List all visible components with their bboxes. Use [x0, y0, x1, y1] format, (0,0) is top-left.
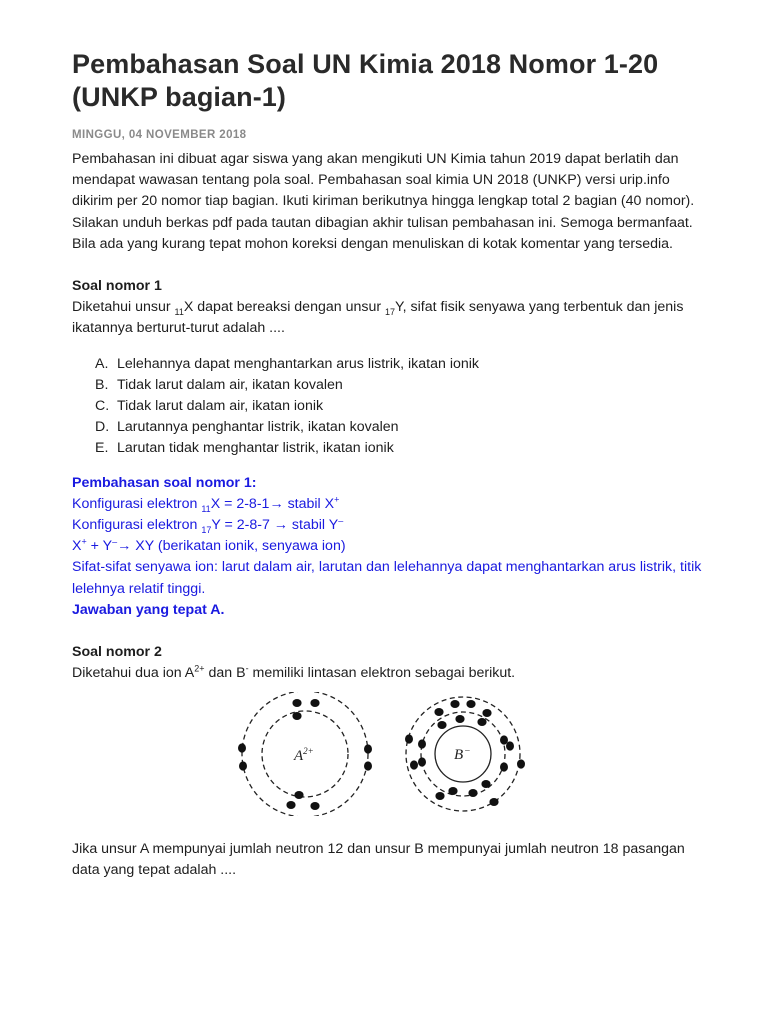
electron-shell-diagram [226, 692, 556, 816]
electron [448, 787, 457, 795]
intro-paragraph: Pembahasan ini dibuat agar siswa yang akan mengikuti UN Kimia tahun 2019 dapat berlatih dan mendapat wawasan tentang pola soal. Pembahasan soal kimia UN 2018 (UNKP) versi urip.info dikirim per 20 nomor tiap bagian. Ikuti kiriman berikutnya hingga lengkap total 2 bagian (40 nomor). Silakan unduh berkas pdf pada tautan dibagian akhir tulisan pembahasan ini. Semoga bermanfaat. Bila ada yang kurang tepat mohon koreksi dengan menuliskan di kotak komentar yang tersedia. [72, 151, 695, 252]
electron [238, 743, 246, 752]
solution-1 [72, 473, 702, 621]
electron [292, 712, 301, 720]
solution-line: Konfigurasi elektron $_{17}$Y = 2-8-7 → stabil Y– [72, 515, 344, 535]
electron [294, 791, 303, 799]
question-1-options [72, 354, 702, 460]
option-a: A. Lelehannya dapat menghantarkan arus listrik, ikatan ionik [95, 355, 480, 372]
electron [481, 780, 490, 788]
solution-1-answer: Jawaban yang tepat A. [72, 601, 225, 618]
solution-1-heading: Pembahasan soal nomor 1: [72, 474, 257, 491]
electron [450, 700, 459, 708]
post-date: MINGGU, 04 NOVEMBER 2018 [72, 129, 247, 141]
electron [364, 744, 372, 753]
page-title: Pembahasan Soal UN Kimia 2018 Nomor 1-20 (UNKP bagian-1) [72, 49, 659, 112]
atom-b-label: B – [454, 745, 470, 763]
question-2-stem: Diketahui dua ion $A^{2+}$ dan B- memiliki lintasan elektron sebagai berikut. [72, 663, 516, 682]
electron [500, 762, 508, 771]
electron [410, 760, 418, 769]
question-1-stem: Diketahui unsur $_{11}$X dapat bereaksi dengan unsur $_{17}$Y, sifat fisik senyawa yang terbentuk dan jenis ikatannya berturut-turut adalah .... [72, 299, 684, 337]
option-b: B. Tidak larut dalam air, ikatan kovalen [95, 376, 343, 393]
solution-line: Konfigurasi elektron $_{11}$X = 2-8-1→ stabil X+ [72, 494, 340, 514]
atom-a-label: $A^{2+}$ [294, 746, 314, 764]
electron [239, 761, 247, 770]
electron [489, 798, 498, 806]
electron [455, 715, 464, 723]
electron [466, 700, 475, 708]
electron [418, 757, 426, 766]
electron [517, 759, 525, 768]
option-d: D. Larutannya penghantar listrik, ikatan kovalen [95, 419, 399, 436]
solution-line: X+ + Y–→ XY (berikatan ionik, senyawa ion) [72, 536, 346, 555]
article [72, 48, 702, 684]
electron [437, 721, 446, 729]
electron [310, 802, 319, 810]
electron [418, 739, 426, 748]
option-e: E. Larutan tidak menghantar listrik, ikatan ionik [95, 440, 394, 457]
electron [482, 709, 491, 717]
electron [405, 734, 413, 743]
electron [364, 761, 372, 770]
electron [434, 708, 443, 716]
electron [506, 741, 514, 750]
question-2-prompt: Jika unsur A mempunyai jumlah neutron 12 dan unsur B mempunyai jumlah neutron 18 pasangan data yang tepat adalah .... [72, 841, 685, 879]
solution-line: Sifat-sifat senyawa ion: larut dalam air, larutan dan lelehannya dapat menghantarkan arus listrik, titik lelehnya relatif tinggi. [72, 559, 702, 597]
electron [310, 699, 319, 707]
electron [435, 792, 444, 800]
electron [468, 789, 477, 797]
electron [477, 718, 486, 726]
electron [292, 699, 301, 707]
option-c: C. Tidak larut dalam air, ikatan ionik [95, 398, 324, 415]
question-2-heading: Soal nomor 2 [72, 644, 162, 661]
electron [500, 735, 508, 744]
electron [286, 801, 295, 809]
question-1-heading: Soal nomor 1 [72, 278, 162, 295]
